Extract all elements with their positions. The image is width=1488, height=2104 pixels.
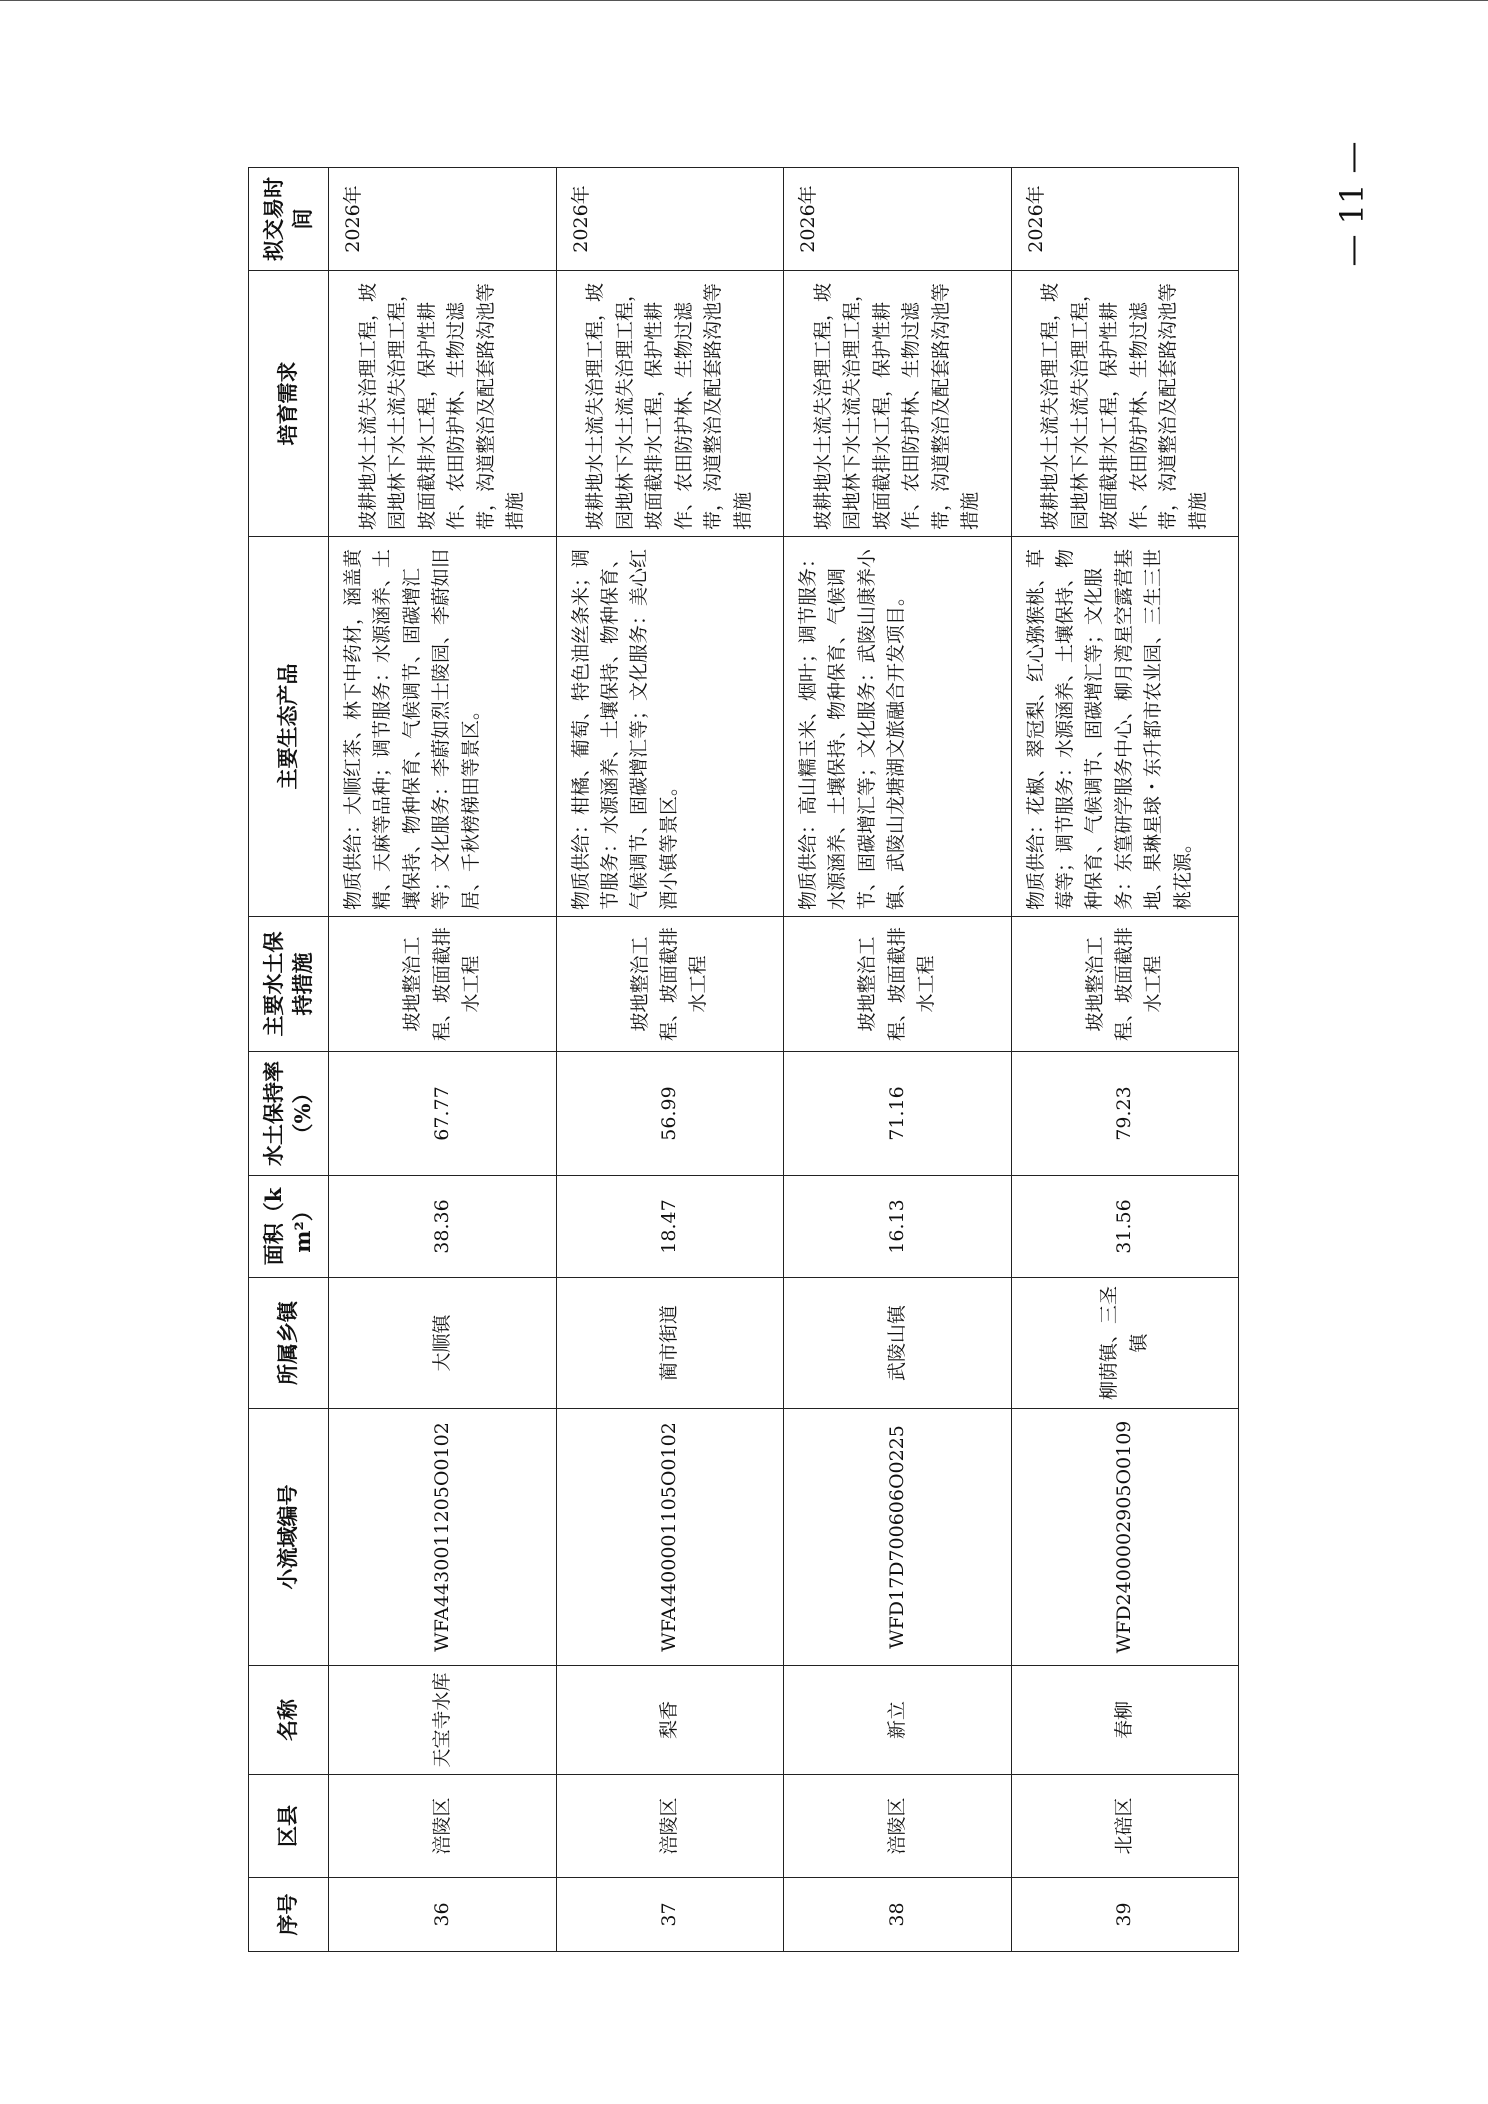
cell-name: 梨香 (556, 1666, 784, 1775)
cell-measures: 坡地整治工程、坡面截排水工程 (784, 917, 1012, 1052)
header-needs: 培育需求 (249, 271, 329, 537)
cell-town: 蔺市街道 (556, 1278, 784, 1409)
cell-products: 物质供给：高山糯玉米、烟叶；调节服务：水源涵养、土壤保持、物种保育、气候调节、固碳增汇等；文化服务：武陵山康养小镇、武陵山龙塘湖文旅融合开发项目。 (784, 537, 1012, 917)
cell-name: 新立 (784, 1666, 1012, 1775)
header-area: 面积（km²） (249, 1176, 329, 1278)
cell-code: WFD17D700606O0225 (784, 1409, 1012, 1666)
header-seq: 序号 (249, 1878, 329, 1952)
cell-county: 涪陵区 (329, 1775, 557, 1878)
cell-needs: 坡耕地水土流失治理工程，坡园地林下水土流失治理工程，坡面截排水工程，保护性耕作、农田防护林、生物过滤带，沟道整治及配套路沟池等措施 (784, 271, 1012, 537)
cell-code: WFA4430011205O0102 (329, 1409, 557, 1666)
cell-seq: 36 (329, 1878, 557, 1952)
cell-rate: 71.16 (784, 1052, 1012, 1176)
cell-name: 天宝寺水库 (329, 1666, 557, 1775)
header-county: 区县 (249, 1775, 329, 1878)
cell-county: 涪陵区 (556, 1775, 784, 1878)
watershed-table (248, 167, 1239, 1952)
cell-rate: 67.77 (329, 1052, 557, 1176)
header-products: 主要生态产品 (249, 537, 329, 917)
cell-needs: 坡耕地水土流失治理工程，坡园地林下水土流失治理工程，坡面截排水工程，保护性耕作、农田防护林、生物过滤带，沟道整治及配套路沟池等措施 (1011, 271, 1239, 537)
page-number: — 11 — (1333, 141, 1371, 267)
cell-town: 武陵山镇 (784, 1278, 1012, 1409)
cell-needs: 坡耕地水土流失治理工程，坡园地林下水土流失治理工程，坡面截排水工程，保护性耕作、农田防护林、生物过滤带，沟道整治及配套路沟池等措施 (329, 271, 557, 537)
table-row (329, 168, 557, 1952)
table-row (556, 168, 784, 1952)
cell-area: 18.47 (556, 1176, 784, 1278)
header-time: 拟交易时间 (249, 168, 329, 271)
cell-town: 柳荫镇、三圣镇 (1011, 1278, 1239, 1409)
cell-products: 物质供给：柑橘、葡萄、特色油丝条米；调节服务：水源涵养、土壤保持、物种保育、气候调节、固碳增汇等；文化服务：美心红酒小镇等景区。 (556, 537, 784, 917)
cell-needs: 坡耕地水土流失治理工程，坡园地林下水土流失治理工程，坡面截排水工程，保护性耕作、农田防护林、生物过滤带，沟道整治及配套路沟池等措施 (556, 271, 784, 537)
table-row (784, 168, 1012, 1952)
header-rate: 水土保持率（%） (249, 1052, 329, 1176)
cell-time: 2026年 (556, 168, 784, 271)
cell-measures: 坡地整治工程、坡面截排水工程 (1011, 917, 1239, 1052)
cell-county: 北碚区 (1011, 1775, 1239, 1878)
table-header-row (249, 168, 329, 1952)
cell-rate: 56.99 (556, 1052, 784, 1176)
cell-area: 16.13 (784, 1176, 1012, 1278)
cell-area: 31.56 (1011, 1176, 1239, 1278)
header-measures: 主要水土保持措施 (249, 917, 329, 1052)
cell-town: 大顺镇 (329, 1278, 557, 1409)
cell-measures: 坡地整治工程、坡面截排水工程 (329, 917, 557, 1052)
table-row (1011, 168, 1239, 1952)
top-border-line (0, 0, 1488, 1)
cell-measures: 坡地整治工程、坡面截排水工程 (556, 917, 784, 1052)
cell-seq: 39 (1011, 1878, 1239, 1952)
cell-code: WFA4400001105O0102 (556, 1409, 784, 1666)
header-name: 名称 (249, 1666, 329, 1775)
cell-products: 物质供给：大顺红茶、林下中药材，涵盖黄精、天麻等品种；调节服务：水源涵养、土壤保持、物种保育、气候调节、固碳增汇等；文化服务：李蔚如烈士陵园、李蔚如旧居、千秋榜梯田等景区。 (329, 537, 557, 917)
cell-code: WFD2400002905O0109 (1011, 1409, 1239, 1666)
cell-name: 春柳 (1011, 1666, 1239, 1775)
header-code: 小流域编号 (249, 1409, 329, 1666)
cell-time: 2026年 (1011, 168, 1239, 271)
cell-time: 2026年 (784, 168, 1012, 271)
cell-products: 物质供给：花椒、翠冠梨、红心猕猴桃、草莓等；调节服务：水源涵养、土壤保持、物种保育、气候调节、固碳增汇等；文化服务：东篁研学服务中心、柳月湾星空露营基地、果琳星球・东升都市农业园、三生三世桃花源。 (1011, 537, 1239, 917)
rotated-table-container (248, 168, 1238, 1952)
cell-area: 38.36 (329, 1176, 557, 1278)
cell-seq: 37 (556, 1878, 784, 1952)
cell-time: 2026年 (329, 168, 557, 271)
cell-rate: 79.23 (1011, 1052, 1239, 1176)
cell-county: 涪陵区 (784, 1775, 1012, 1878)
cell-seq: 38 (784, 1878, 1012, 1952)
header-town: 所属乡镇 (249, 1278, 329, 1409)
